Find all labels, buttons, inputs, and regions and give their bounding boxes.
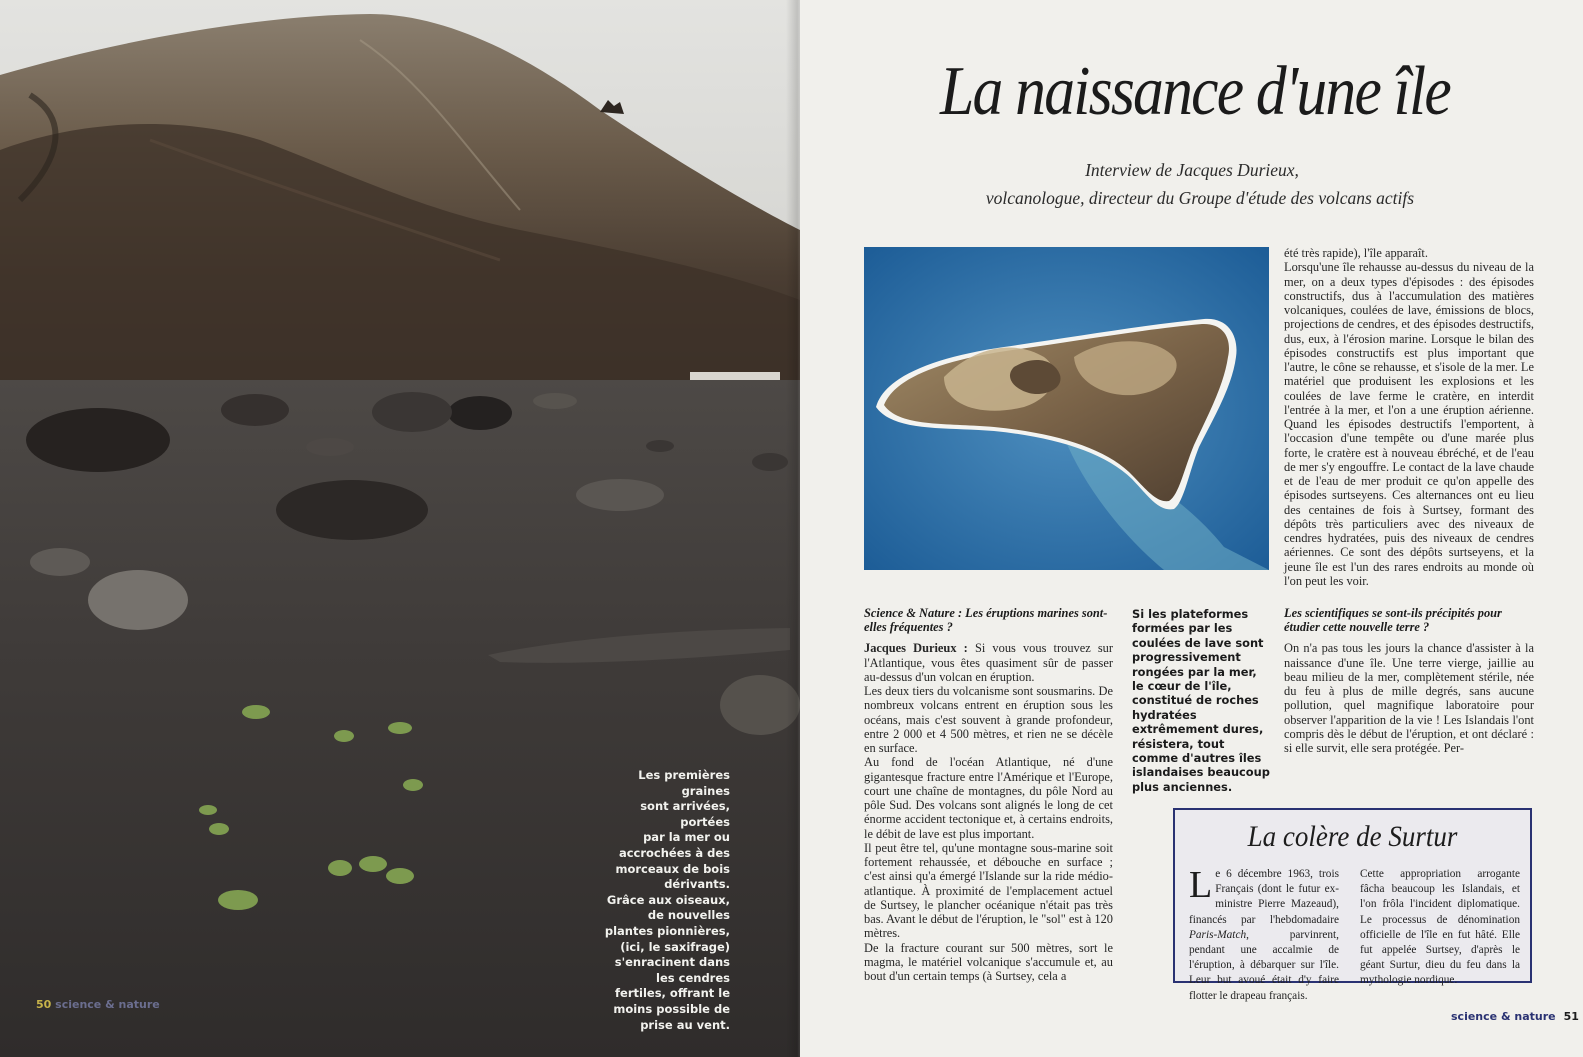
sidebar-text: , parvinrent, pendant une accalmie de l'éruption, à débarquer sur l'île. Leur but avoué était d'y faire flotter le drapeau français. — [1189, 928, 1339, 1002]
caption-line: s'enracinent dans — [614, 955, 730, 970]
article-subtitle — [800, 156, 1583, 212]
body-paragraph: On n'a pas tous les jours la chance d'assister à la naissance d'une île. Une terre vierge, jaillie au beau milieu de la mer, complètement stérile, née du feu à plus de mille degrés, sans aucune pollution, quel magnifique laboratoire pour observer l'apparition de la vie ! Les Islandais l'ont compris dès le début de l'éruption, et ont déclaré : si elle survit, elle sera protégée. Per- — [1284, 641, 1534, 756]
caption-line: dérivants. — [664, 877, 730, 892]
subtitle-line: volcanologue, directeur du Groupe d'étude des volcans actifs — [985, 188, 1415, 208]
sidebar-text: e 6 décembre 1963, trois Français (dont le futur ex-ministre Pierre Mazeaud), financés par l'hebdomadaire — [1189, 868, 1339, 926]
caption-line: de nouvelles — [647, 908, 730, 923]
page-number: 51 — [1563, 1010, 1579, 1023]
sidebar-column-1 — [1189, 864, 1339, 1004]
magazine-title-italic: Paris-Match — [1189, 928, 1247, 941]
magazine-name: science & nature — [1451, 1010, 1556, 1023]
article-column-1 — [864, 606, 1113, 983]
question-2: Les scientifiques se sont-ils précipités pour étudier cette nouvelle terre ? — [1284, 606, 1502, 635]
page-number: 50 — [36, 998, 52, 1011]
subtitle-line: Interview de Jacques Durieux, — [1085, 160, 1299, 180]
caption-line: accrochées à des — [618, 845, 730, 860]
magazine-name: science & nature — [55, 998, 160, 1011]
caption-line: sont arrivées, portées — [640, 799, 730, 829]
left-folio — [36, 998, 160, 1011]
right-folio — [1451, 1010, 1579, 1023]
caption-line: morceaux de bois — [615, 861, 730, 876]
caption-line: par la mer ou — [643, 830, 730, 845]
island-aerial-photo — [864, 247, 1269, 570]
answer-paragraph: Au fond de l'océan Atlantique, né d'une gigantesque fracture entre l'Amérique et l'Europe, court une chaîne de montagnes, du pôle Nord au pôle Sud. Des volcans sont alignés le long de cet énorme accident tectonique et, à certains endroits, le débit de lave est plus important. — [864, 755, 1113, 841]
sidebar-column-2: Cette appropriation arrogante fâcha beaucoup les Islandais, et l'on frôla l'incident diplomatique. Le processus de dénomination officielle de l'île en fut hâté. Elle fut appelée Surtsey, d'après le géant Surtur, dieu du feu dans la mythologie nordique. — [1360, 868, 1520, 987]
caption-line: (ici, le saxifrage) — [620, 939, 730, 954]
caption-line: Grâce aux oiseaux, — [606, 892, 730, 907]
answer-paragraph: De la fracture courant sur 500 mètres, sort le magma, le matériel volcanique s'accumule et, au bout d'un certain temps (à Surtsey, cela a — [864, 940, 1113, 984]
caption-line: les cendres — [656, 970, 730, 985]
body-paragraph: Lorsqu'une île rehausse au-dessus du niveau de la mer, on a deux types d'épisodes : des épisodes constructifs, dus à l'accumulation des matières volcaniques, coulées de lave, émissions de blocs, projections de cendres, et des épisodes destructifs, dus, eux, à l'érosion marine. Lorsque le bilan des épisodes constructifs est plus important que l'autre, le cône se rehausse, et s'isole de la mer. Le matériel que produisent les explosions et les coulées de lave ferme le cratère, en interdit l'entrée à la mer, et l'on a une éruption aérienne. Quand les épisodes destructifs l'emportent, à l'occasion d'une tempête ou d'une marée plus forte, le cratère est à nouveau ébréché, et de l'eau de mer s'y engouffre. Le contact de la lave chaude et de l'eau de mer produit ce qu'on appelle des épisodes surtseyens. Ces alternances ont eu lieu des centaines de fois à Surtsey, formant des dépôts très particuliers avec des niveaux de cendres hydratées, puis des niveaux de cendres aériennes. Ce sont des dépôts surtseyens, et la jeune île est l'un des rares endroits au monde où l'on peut les voir. — [1284, 260, 1534, 588]
caption-line: moins possible de — [613, 1001, 730, 1016]
caption-line: plantes pionnières, — [604, 923, 730, 938]
body-paragraph: été très rapide), l'île apparaît. — [1284, 246, 1428, 260]
photo-caption — [590, 768, 730, 1033]
caption-line: prise au vent. — [640, 1017, 730, 1032]
drop-cap: L — [1189, 864, 1213, 906]
sidebar-title: La colère de Surtur — [1247, 820, 1458, 853]
answer-paragraph: Les deux tiers du volcanisme sont sousmarins. De nombreux volcans entrent en éruption sous les océans, mais c'est souvent à grande profondeur, entre 2 000 et 4 500 mètres, et rien ne se décèle en surface. — [864, 684, 1113, 756]
sidebar-box — [1173, 808, 1532, 1002]
article-column-3 — [1284, 246, 1534, 755]
pull-quote: Si les plateformes formées par les coulées de lave sont progressivement rongées par la mer, le cœur de l'île, constitué de roches hydratées extrêmement dures, résistera, tout comme d'autres îles islandaises beaucoup plus anciennes. — [1132, 607, 1270, 794]
question-1: Science & Nature : Les éruptions marines sont-elles fréquentes ? — [864, 606, 1108, 635]
caption-line: Les premières graines — [638, 768, 730, 798]
article-title: La naissance d'une île — [940, 53, 1450, 130]
answer-paragraph: Si vous vous trouvez sur l'Atlantique, vous êtes quasiment sûr de passer au-dessus d'un volcan en éruption. — [864, 641, 1113, 684]
caption-line: fertiles, offrant le — [615, 986, 730, 1001]
answer-paragraph: Il peut être tel, qu'une montagne sous-marine soit fortement rehaussée, et débouche en surface ; c'est ainsi qu'a émergé l'Islande sur la ride médio-atlantique. À proximité de l'emplacement actuel de Surtsey, le plancher océanique n'était pas très bas. Avant le début de l'éruption, le "sol" est à 120 mètres. — [864, 840, 1113, 941]
right-page — [800, 0, 1583, 1057]
speaker-name: Jacques Durieux : — [864, 641, 968, 656]
